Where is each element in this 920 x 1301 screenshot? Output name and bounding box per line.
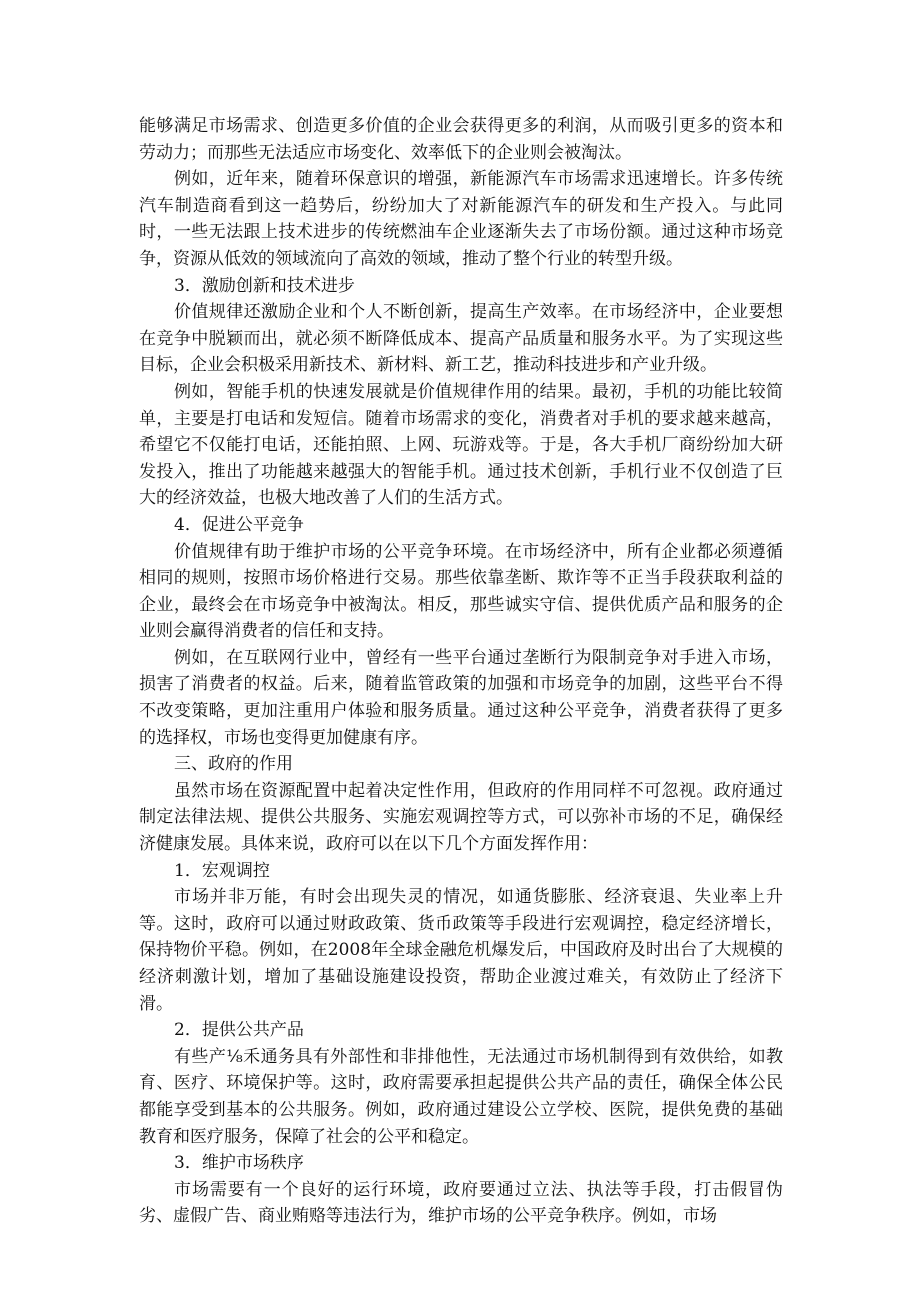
paragraph-innovation: 价值规律还激励企业和个人不断创新，提高生产效率。在市场经济中，企业要想在竞争中脱颖而出，就必须不断降低成本、提高产品质量和服务水平。为了实现这些目标，企业会积极采用新技术、新材料、新工艺，推动科技进步和产业升级。	[139, 302, 783, 376]
paragraph-internet-example: 例如，在互联网行业中，曾经有一些平台通过垄断行为限制竞争对手进入市场，损害了消费者的权益。后来，随着监管政策的加强和市场竞争的加剧，这些平台不得不改变策略，更加注重用户体验和服务质量。通过这种公平竞争，消费者获得了更多的选择权，市场也变得更加健康有序。	[139, 647, 783, 748]
paragraph-ev-example: 例如，近年来，随着环保意识的增强，新能源汽车市场需求迅速增长。许多传统汽车制造商看到这一趋势后，纷纷加大了对新能源汽车的研发和生产投入。与此同时，一些无法跟上技术进步的传统燃油车企业逐渐失去了市场份额。通过这种市场竞争，资源从低效的领域流向了高效的领域，推动了整个行业的转型升级。	[139, 169, 783, 269]
paragraph-market-order: 市场需要有一个良好的运行环境，政府要通过立法、执法等手段，打击假冒伪劣、虚假广告、商业贿赂等违法行为，维护市场的公平竞争秩序。例如，市场	[139, 1179, 783, 1227]
paragraph-public-goods: 有些产⅛禾通务具有外部性和非排他性，无法通过市场机制得到有效供给，如教育、医疗、环境保护等。这时，政府需要承担起提供公共产品的责任，确保全体公民都能享受到基本的公共服务。例如，政府通过建设公立学校、医院，提供免费的基础教育和医疗服务，保障了社会的公平和稳定。	[139, 1046, 783, 1147]
paragraph-fair-competition: 价值规律有助于维护市场的公平竞争环境。在市场经济中，所有企业都必须遵循相同的规则，按照市场价格进行交易。那些依靠垄断、欺诈等不正当手段获取利益的企业，最终会在市场竞争中被淘汰。相反，那些诚实守信、提供优质产品和服务的企业则会赢得消费者的信任和支持。	[139, 541, 783, 642]
document-body	[139, 113, 783, 1230]
paragraph-smartphone-example: 例如，智能手机的快速发展就是价值规律作用的结果。最初，手机的功能比较简单，主要是打电话和发短信。随着市场需求的变化，消费者对手机的要求越来越高，希望它不仅能打电话，还能拍照、上网、玩游戏等。于是，各大手机厂商纷纷加大研发投入，推出了功能越来越强大的智能手机。通过技术创新，手机行业不仅创造了巨大的经济效益，也极大地改善了人们的生活方式。	[139, 381, 783, 509]
section-heading-fair-competition: 4．促进公平竞争	[174, 514, 304, 535]
section-heading-public-goods: 2．提供公共产品	[174, 1020, 304, 1041]
section-heading-market-order: 3．维护市场秩序	[174, 1153, 304, 1174]
section-heading-macro-control: 1．宏观调控	[174, 860, 270, 881]
paragraph-continuation: 能够满足市场需求、创造更多价值的企业会获得更多的利润，从而吸引更多的资本和劳动力；而那些无法适应市场变化、效率低下的企业则会被淘汰。	[139, 116, 783, 163]
paragraph-macro-control: 市场并非万能，有时会出现失灵的情况，如通货膨胀、经济衰退、失业率上升等。这时，政府可以通过财政政策、货币政策等手段进行宏观调控，稳定经济增长，保持物价平稳。例如，在2008年全球金融危机爆发后，中国政府及时出台了大规模的经济刺激计划，增加了基础设施建设投资，帮助企业渡过难关，有效防止了经济下滑。	[139, 887, 783, 1014]
paragraph-government-intro: 虽然市场在资源配置中起着决定性作用，但政府的作用同样不可忽视。政府通过制定法律法规、提供公共服务、实施宏观调控等方式，可以弥补市场的不足，确保经济健康发展。具体来说，政府可以在以下几个方面发挥作用：	[139, 780, 783, 855]
section-heading-government: 三、政府的作用	[174, 754, 293, 775]
section-heading-innovation: 3．激励创新和技术进步	[174, 275, 355, 296]
